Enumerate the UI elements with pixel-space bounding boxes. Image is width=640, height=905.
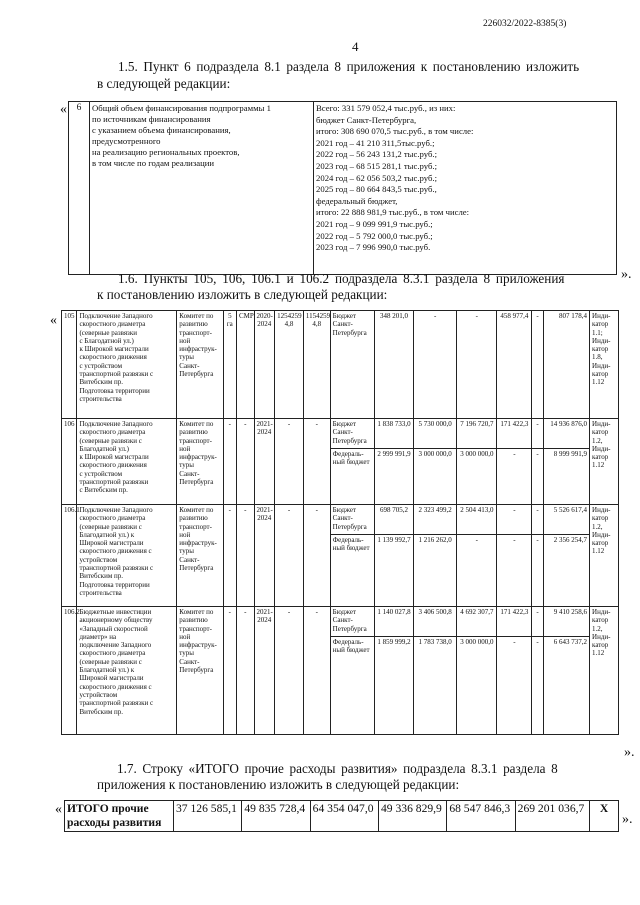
total-row-label: ИТОГО прочие расходы развития [65,801,174,832]
budget-value: 171 422,3 [497,419,532,449]
budget-value: 3 406 500,8 [414,607,457,637]
subprogram-funding-table [68,101,617,275]
budget-value: - [497,449,532,505]
document-number: 226032/2022-8385(3) [483,19,567,29]
budget-value: - [532,419,543,449]
item-executor: Комитет по развитию транспорт- ной инфраструк- туры Санкт- Петербурга [177,311,223,419]
section-1-5-line1: 1.5. Пункт 6 подраздела 8.1 раздела 8 приложения к постановлению изложить [118,59,580,74]
budget-source: Бюджет Санкт- Петербурга [330,505,374,535]
item-executor: Комитет по развитию транспорт- ной инфраструк- туры Санкт- Петербурга [177,419,223,505]
item-work-type: - [237,505,255,607]
funding-description: Общий объем финансирования подпрограммы 1 по источникам финансирования с указанием объема финансирования, предусмотренного на реализацию региональных проектов, в том числе по годам реализации [90,102,314,275]
budget-value: 1 859 999,2 [374,637,413,735]
budget-value: 171 422,3 [497,607,532,637]
budget-value: 1 140 027,8 [374,607,413,637]
total-value: 68 547 846,3 [447,801,515,832]
budget-value: 4 692 307,7 [457,607,497,637]
budget-value: 3 000 000,0 [414,449,457,505]
section-1-7-line1: 1.7. Строку «ИТОГО прочие расходы развития» подраздела 8.3.1 раздела 8 [117,761,558,776]
budget-source: Федераль- ный бюджет [330,535,374,607]
section-1-7-line2: приложения к постановлению изложить в следующей редакции: [97,777,460,792]
section-1-5-close-quote: ». [621,267,632,282]
budget-source: Бюджет Санкт- Петербурга [330,419,374,449]
item-work-type: СМР [237,311,255,419]
total-value: 49 336 829,9 [378,801,446,832]
item-indicator: Инди- катор 1.2, Инди- катор 1.12 [590,607,619,735]
budget-value: - [414,311,457,419]
budget-value: - [457,535,497,607]
budget-value: 2 999 991,9 [374,449,413,505]
budget-value: 5 730 000,0 [414,419,457,449]
table-row [69,102,617,275]
construction-items-table [61,310,619,735]
total-row-table [64,800,619,832]
section-1-6-close-quote: ». [624,745,635,760]
item-indicator: Инди- катор 1.2, Инди- катор 1.12 [590,419,619,505]
item-period: 2021- 2024 [254,505,275,607]
budget-total: 9 410 258,6 [543,607,589,637]
item-description: Бюджетные инвестиции акционерному обществу «Западный скоростной диаметр» на подключение Западного скоростного диаметра (северные развязки с Благодатной ул.) к Широкой магистрали скоростного движения с устройством транспортной развязки с Витебским пр. [77,607,177,735]
section-1-7-open-quote: « [55,802,62,817]
budget-value: - [532,449,543,505]
item-capacity: 5 га [223,311,236,419]
item-period: 2021- 2024 [254,419,275,505]
item-period: 2020- 2024 [254,311,275,419]
item-capacity: - [223,505,236,607]
item-executor: Комитет по развитию транспорт- ной инфраструк- туры Санкт- Петербурга [177,607,223,735]
table-row [62,607,619,637]
item-description: Подключение Западного скоростного диаметра (северные развязки с Благодатной ул.) к Широкой магистрали скоростного движения с устройством транспортной развязки с Витебским пр. Подготовка территории строительства [77,311,177,419]
budget-value: - [532,505,543,535]
section-1-7-close-quote: ». [622,812,633,827]
budget-value: - [532,607,543,637]
section-1-5-line2: в следующей редакции: [97,76,231,91]
budget-total: 5 526 617,4 [543,505,589,535]
budget-value: 7 196 720,7 [457,419,497,449]
item-remaining-cost: 1154259 4,8 [303,311,330,419]
budget-source: Бюджет Санкт- Петербурга [330,607,374,637]
item-number: 105 [62,311,77,419]
budget-value: 1 216 262,0 [414,535,457,607]
item-description: Подключение Западного скоростного диаметра (северные развязки с Благодатной ул.) к Широкой магистрали скоростного движения с устройством транспортной развязки с Витебским пр. Подготовка территории строительства [77,505,177,607]
table-row [65,801,619,832]
total-value: 269 201 036,7 [515,801,589,832]
item-estimated-cost: - [275,419,304,505]
budget-value: - [532,535,543,607]
item-number: 106 [62,419,77,505]
budget-total: 6 643 737,2 [543,637,589,735]
page-number: 4 [352,39,359,54]
budget-value: 1 838 733,0 [374,419,413,449]
budget-value: - [532,311,543,419]
total-value: 49 835 728,4 [242,801,310,832]
budget-value: 348 201,0 [374,311,413,419]
item-remaining-cost: - [303,419,330,505]
table-row [62,311,619,419]
section-1-5-open-quote: « [60,102,67,117]
item-executor: Комитет по развитию транспорт- ной инфраструк- туры Санкт- Петербурга [177,505,223,607]
budget-value: - [532,637,543,735]
item-capacity: - [223,607,236,735]
item-remaining-cost: - [303,607,330,735]
item-work-type: - [237,607,255,735]
budget-total: 807 178,4 [543,311,589,419]
budget-total: 14 936 876,0 [543,419,589,449]
total-value: 37 126 585,1 [174,801,242,832]
budget-value: 3 000 000,0 [457,637,497,735]
budget-value: - [457,311,497,419]
item-indicator: Инди- катор 1.1; Инди- катор 1.8, Инди- катор 1.12 [590,311,619,419]
budget-source: Бюджет Санкт- Петербурга [330,311,374,419]
total-value-x: X [590,801,619,832]
item-estimated-cost: 1254259 4,8 [275,311,304,419]
item-number: 106.2 [62,607,77,735]
item-number: 106.1 [62,505,77,607]
item-work-type: - [237,419,255,505]
budget-source: Федераль- ный бюджет [330,449,374,505]
total-value: 64 354 047,0 [310,801,378,832]
section-1-6-line1: 1.6. Пункты 105, 106, 106.1 и 106.2 подраздела 8.3.1 раздела 8 приложения [118,271,565,286]
budget-value: 3 000 000,0 [457,449,497,505]
item-period: 2021- 2024 [254,607,275,735]
row-number: 6 [69,102,90,275]
item-capacity: - [223,419,236,505]
table-row [62,419,619,449]
item-description: Подключение Западного скоростного диаметра (северные развязки с Благодатной ул.) к Широкой магистрали скоростного движения с устройством транспортной развязки с Витебским пр. [77,419,177,505]
section-1-6-open-quote: « [50,313,57,328]
funding-values: Всего: 331 579 052,4 тыс.руб., из них: бюджет Санкт-Петербурга, итого: 308 690 070,5 тыс.руб., в том числе: 2021 год – 41 210 311,5тыс.руб.; 2022 год – 56 243 131,2 тыс.руб.; 2023 год – 68 515 281,1 тыс.руб.; 2024 год – 62 056 503,2 тыс.руб.; 2025 год – 80 664 843,5 тыс.руб., федеральный бюджет, итого: 22 888 981,9 тыс.руб., в том числе: 2021 год – 9 099 991,9 тыс.руб.; 2022 год – 5 792 000,0 тыс.руб.; 2023 год – 7 996 990,0 тыс.руб. [314,102,617,275]
budget-value: 2 504 413,0 [457,505,497,535]
budget-source: Федераль- ный бюджет [330,637,374,735]
budget-value: 1 139 992,7 [374,535,413,607]
table-row [62,505,619,535]
budget-value: 458 977,4 [497,311,532,419]
budget-value: - [497,505,532,535]
budget-value: 1 783 738,0 [414,637,457,735]
budget-total: 8 999 991,9 [543,449,589,505]
budget-value: - [497,637,532,735]
section-1-6-line2: к постановлению изложить в следующей редакции: [97,287,388,302]
item-remaining-cost: - [303,505,330,607]
item-indicator: Инди- катор 1.2, Инди- катор 1.12 [590,505,619,607]
item-estimated-cost: - [275,607,304,735]
budget-value: - [497,535,532,607]
budget-value: 698 705,2 [374,505,413,535]
item-estimated-cost: - [275,505,304,607]
budget-total: 2 356 254,7 [543,535,589,607]
budget-value: 2 323 499,2 [414,505,457,535]
